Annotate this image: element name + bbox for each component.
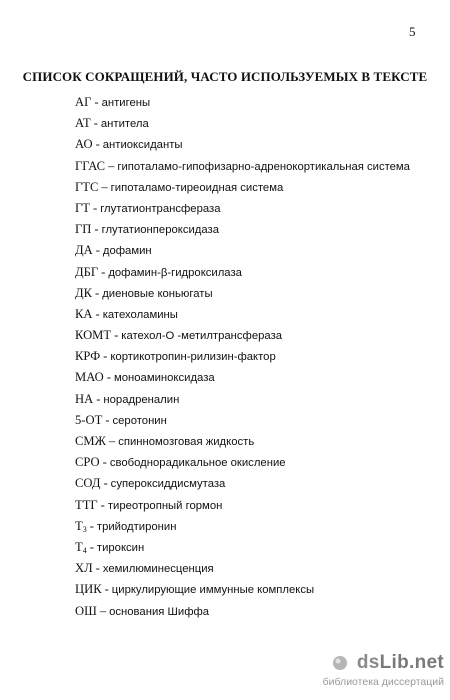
abbreviation-separator: - <box>93 116 98 131</box>
abbreviation-item <box>75 92 435 113</box>
abbreviation-item <box>75 558 435 579</box>
abbreviation-term: АТ <box>75 116 91 131</box>
abbreviation-term: СОД <box>75 476 101 491</box>
abbreviation-separator: - <box>92 200 98 215</box>
abbreviation-term: ОШ <box>75 603 97 618</box>
abbreviation-item <box>75 431 435 452</box>
abbreviation-term: СМЖ <box>75 434 106 448</box>
abbreviation-term: Т <box>75 539 83 554</box>
abbreviation-definition: норадреналин <box>103 393 180 406</box>
abbreviation-separator: - <box>103 349 108 364</box>
abbreviation-definition: антитела <box>100 118 149 131</box>
watermark-logo <box>357 652 444 674</box>
abbreviation-separator: - <box>96 391 101 406</box>
abbreviation-definition: антиоксиданты <box>102 139 183 152</box>
abbreviation-definition: тироксин <box>96 541 145 554</box>
abbreviation-term: КА <box>75 306 93 321</box>
abbreviation-term: КОМТ <box>75 328 112 343</box>
abbreviation-term: ДК <box>75 285 92 300</box>
globe-icon <box>332 655 348 671</box>
abbreviation-separator: - <box>103 476 108 491</box>
abbreviation-separator: - <box>89 518 94 533</box>
abbreviation-definition: гипоталамо-тиреоидная система <box>110 181 284 194</box>
abbreviation-definition: циркулирующие иммунные комплексы <box>111 584 315 597</box>
abbreviation-term: АО <box>75 137 93 152</box>
abbreviation-separator: - <box>106 370 111 385</box>
page-number: 5 <box>409 24 416 39</box>
abbreviation-separator: - <box>95 137 100 152</box>
abbreviation-separator: – <box>108 158 115 173</box>
abbreviation-term: ТТГ <box>75 497 98 512</box>
abbreviation-separator: - <box>101 264 106 279</box>
abbreviation-item <box>75 389 435 410</box>
abbreviation-item <box>75 537 435 558</box>
abbreviation-term: 5-ОТ <box>75 412 103 427</box>
abbreviation-item <box>75 113 435 134</box>
abbreviation-item <box>75 495 435 516</box>
abbreviation-definition: антигены <box>101 97 151 109</box>
abbreviation-separator: - <box>94 222 99 237</box>
abbreviation-item <box>75 198 435 219</box>
abbreviation-separator: - <box>100 497 105 512</box>
abbreviation-item <box>75 516 435 537</box>
abbreviation-definition: хемилюминесценция <box>102 563 214 576</box>
abbreviation-item <box>75 219 435 240</box>
abbreviation-separator: – <box>101 179 108 194</box>
abbreviation-item <box>75 367 435 388</box>
abbreviation-definition: катехол-О -метилтрансфераза <box>121 330 283 343</box>
abbreviation-term: ГТС <box>75 179 99 194</box>
abbreviation-definition: свободнорадикальное окисление <box>109 457 286 470</box>
abbreviation-separator: - <box>95 243 100 258</box>
watermark <box>284 652 444 692</box>
abbreviation-definition: тиреотропный гормон <box>107 499 223 512</box>
abbreviation-item <box>75 579 435 600</box>
abbreviation-definition: дофамин <box>102 245 152 258</box>
abbreviation-term: СРО <box>75 455 100 470</box>
watermark-subtitle: библиотека диссертаций <box>322 676 444 688</box>
abbreviation-separator: - <box>89 539 94 554</box>
abbreviation-term: Т <box>75 518 83 533</box>
abbreviation-item <box>75 410 435 431</box>
abbreviation-term: МАО <box>75 370 104 385</box>
abbreviation-separator: - <box>95 285 100 300</box>
abbreviation-definition: супероксиддисмутаза <box>110 478 226 491</box>
abbreviation-term-subscript: 3 <box>82 524 87 534</box>
abbreviation-definition: основания Шиффа <box>109 605 210 618</box>
abbreviation-item <box>75 177 435 198</box>
abbreviation-separator: - <box>95 561 100 576</box>
watermark-logo-ds: ds <box>356 652 380 673</box>
abbreviation-definition: гипоталамо-гипофизарно-адренокортикальная система <box>117 160 410 173</box>
abbreviation-term: ДБГ <box>75 264 99 279</box>
abbreviation-definition: глутатионтрансфераза <box>100 202 221 215</box>
abbreviation-list <box>75 92 435 622</box>
abbreviation-item <box>75 156 435 177</box>
abbreviation-item <box>75 134 435 155</box>
abbreviation-definition: спинномозговая жидкость <box>118 436 255 448</box>
abbreviation-term: НА <box>75 391 94 406</box>
abbreviation-definition: катехоламины <box>102 308 178 321</box>
abbreviation-term: АГ <box>75 95 92 109</box>
abbreviation-term: ЦИК <box>75 582 102 597</box>
abbreviation-separator: - <box>94 95 99 109</box>
abbreviation-item <box>75 240 435 261</box>
abbreviation-item <box>75 346 435 367</box>
abbreviation-term: КРФ <box>75 349 101 364</box>
abbreviation-item <box>75 304 435 325</box>
watermark-logo-lib: Lib.net <box>379 652 444 673</box>
abbreviation-term: ГП <box>75 222 92 237</box>
abbreviation-definition: дофамин-β-гидроксилаза <box>108 266 242 279</box>
abbreviation-definition: кортикотропин-рилизин-фактор <box>110 351 276 364</box>
abbreviation-definition: трийодтиронин <box>96 520 177 533</box>
abbreviation-term: ГТ <box>75 200 90 215</box>
abbreviation-separator: - <box>104 582 109 597</box>
abbreviation-item <box>75 325 435 346</box>
abbreviation-separator: - <box>114 328 119 343</box>
abbreviation-term: ГГАС <box>75 158 106 173</box>
abbreviation-term: ДА <box>75 243 93 258</box>
abbreviation-definition: диеновые коньюгаты <box>102 287 213 300</box>
abbreviation-term-subscript: 4 <box>82 545 87 555</box>
abbreviation-definition: серотонин <box>112 414 167 427</box>
abbreviation-item <box>75 601 435 622</box>
abbreviation-item <box>75 262 435 283</box>
abbreviation-separator: - <box>105 412 110 427</box>
abbreviation-item <box>75 452 435 473</box>
abbreviation-definition: моноаминоксидаза <box>113 372 215 385</box>
abbreviation-item <box>75 473 435 494</box>
abbreviation-term: ХЛ <box>75 561 93 576</box>
abbreviation-separator: - <box>102 455 107 470</box>
abbreviation-definition: глутатионпероксидаза <box>101 224 219 237</box>
page-title: СПИСОК СОКРАЩЕНИЙ, ЧАСТО ИСПОЛЬЗУЕМЫХ В ТЕКСТЕ <box>22 69 428 84</box>
abbreviation-separator: - <box>95 306 100 321</box>
abbreviation-separator: – <box>99 603 107 618</box>
abbreviation-item <box>75 283 435 304</box>
abbreviation-separator: – <box>108 434 116 448</box>
